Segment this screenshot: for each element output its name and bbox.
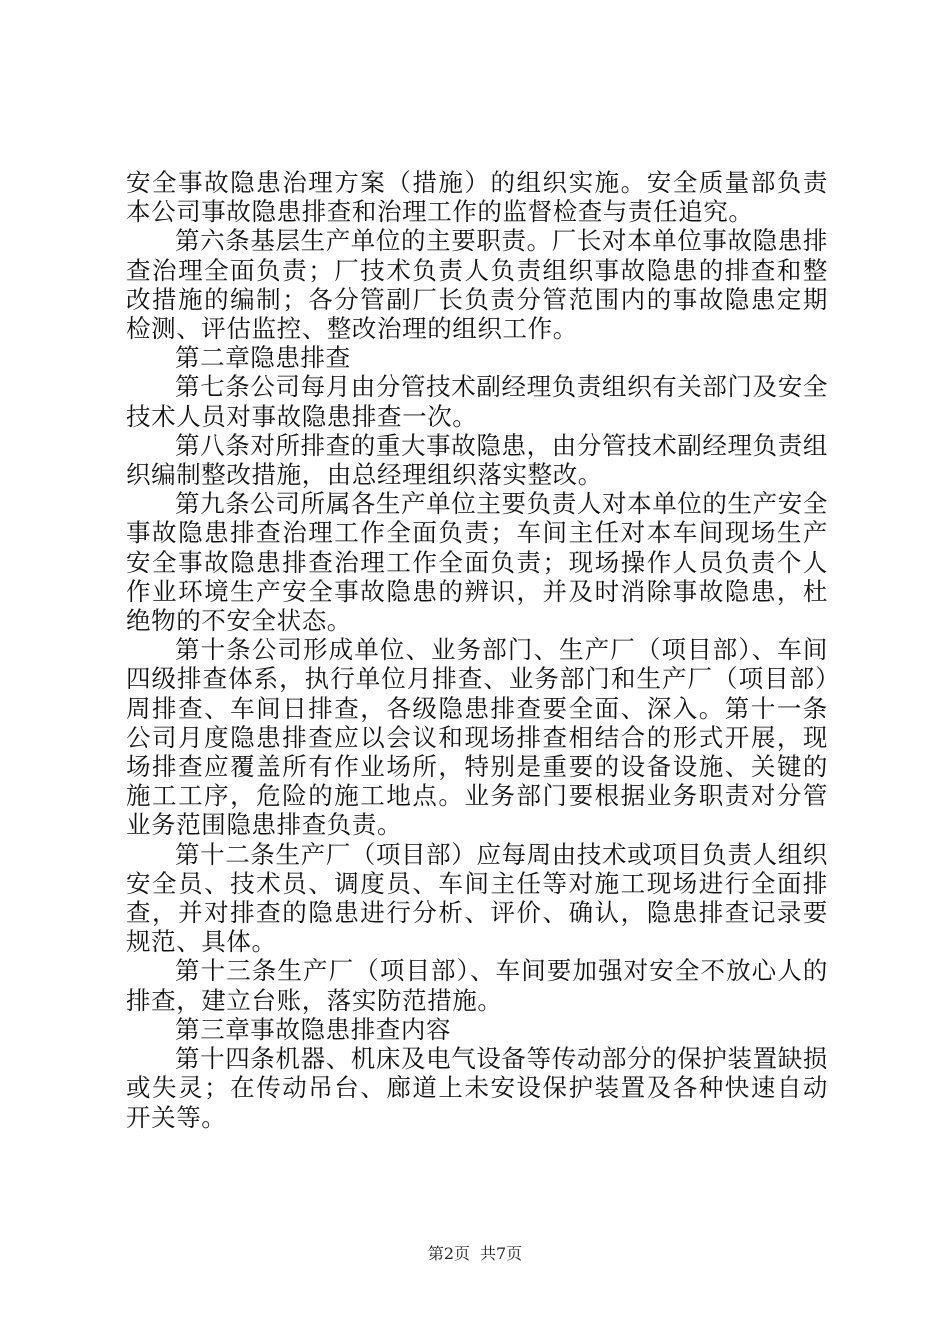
paragraph: 安全事故隐患治理方案（措施）的组织实施。安全质量部负责本公司事故隐患排查和治理工作的监督检查与责任追究。 — [126, 168, 828, 227]
paragraph: 第八条对所排查的重大事故隐患，由分管技术副经理负责组织编制整改措施，由总经理组织落实整改。 — [126, 430, 828, 490]
paragraph: 第七条公司每月由分管技术副经理负责组织有关部门及安全技术人员对事故隐患排查一次。 — [126, 372, 828, 431]
paragraph: 第十条公司形成单位、业务部门、生产厂（项目部）、车间四级排查体系，执行单位月排查、业务部门和生产厂（项目部）周排查、车间日排查，各级隐患排查要全面、深入。第十一条公司月度隐患排查应以会议和现场排查相结合的形式开展，现场排查应覆盖所有作业场所，特别是重要的设备设施、关键的施工工序，危险的施工地点。业务部门要根据业务职责对分管业务范围隐患排查负责。 — [126, 635, 828, 840]
paragraph: 第六条基层生产单位的主要职责。厂长对本单位事故隐患排查治理全面负责；厂技术负责人负责组织事故隐患的排查和整改措施的编制；各分管副厂长负责分管范围内的事故隐患定期检测、评估监控、整改治理的组织工作。 — [126, 226, 828, 344]
paragraph: 第十四条机器、机床及电气设备等传动部分的保护装置缺损或失灵；在传动吊台、廊道上未安设保护装置及各种快速自动开关等。 — [126, 1044, 828, 1132]
paragraph: 第九条公司所属各生产单位主要负责人对本单位的生产安全事故隐患排查治理工作全面负责；车间主任对本车间现场生产安全事故隐患排查治理工作全面负责；现场操作人员负责个人作业环境生产安全事故隐患的辨识，并及时消除事故隐患，杜绝物的不安全状态。 — [126, 489, 828, 636]
page-total: 共7页 — [480, 1244, 523, 1263]
page-number: 第2页 — [427, 1244, 470, 1263]
chapter-heading: 第三章事故隐患排查内容 — [175, 1014, 452, 1044]
chapter-heading: 第二章隐患排查 — [175, 343, 351, 373]
document-body — [126, 168, 828, 1132]
paragraph: 第十二条生产厂（项目部）应每周由技术或项目负责人组织安全员、技术员、调度员、车间主任等对施工现场进行全面排查，并对排查的隐患进行分析、评价、确认，隐患排查记录要规范、具体。 — [126, 839, 828, 957]
page-footer — [0, 1244, 950, 1264]
paragraph: 第十三条生产厂（项目部）、车间要加强对安全不放心人的排查，建立台账，落实防范措施。 — [126, 956, 828, 1015]
